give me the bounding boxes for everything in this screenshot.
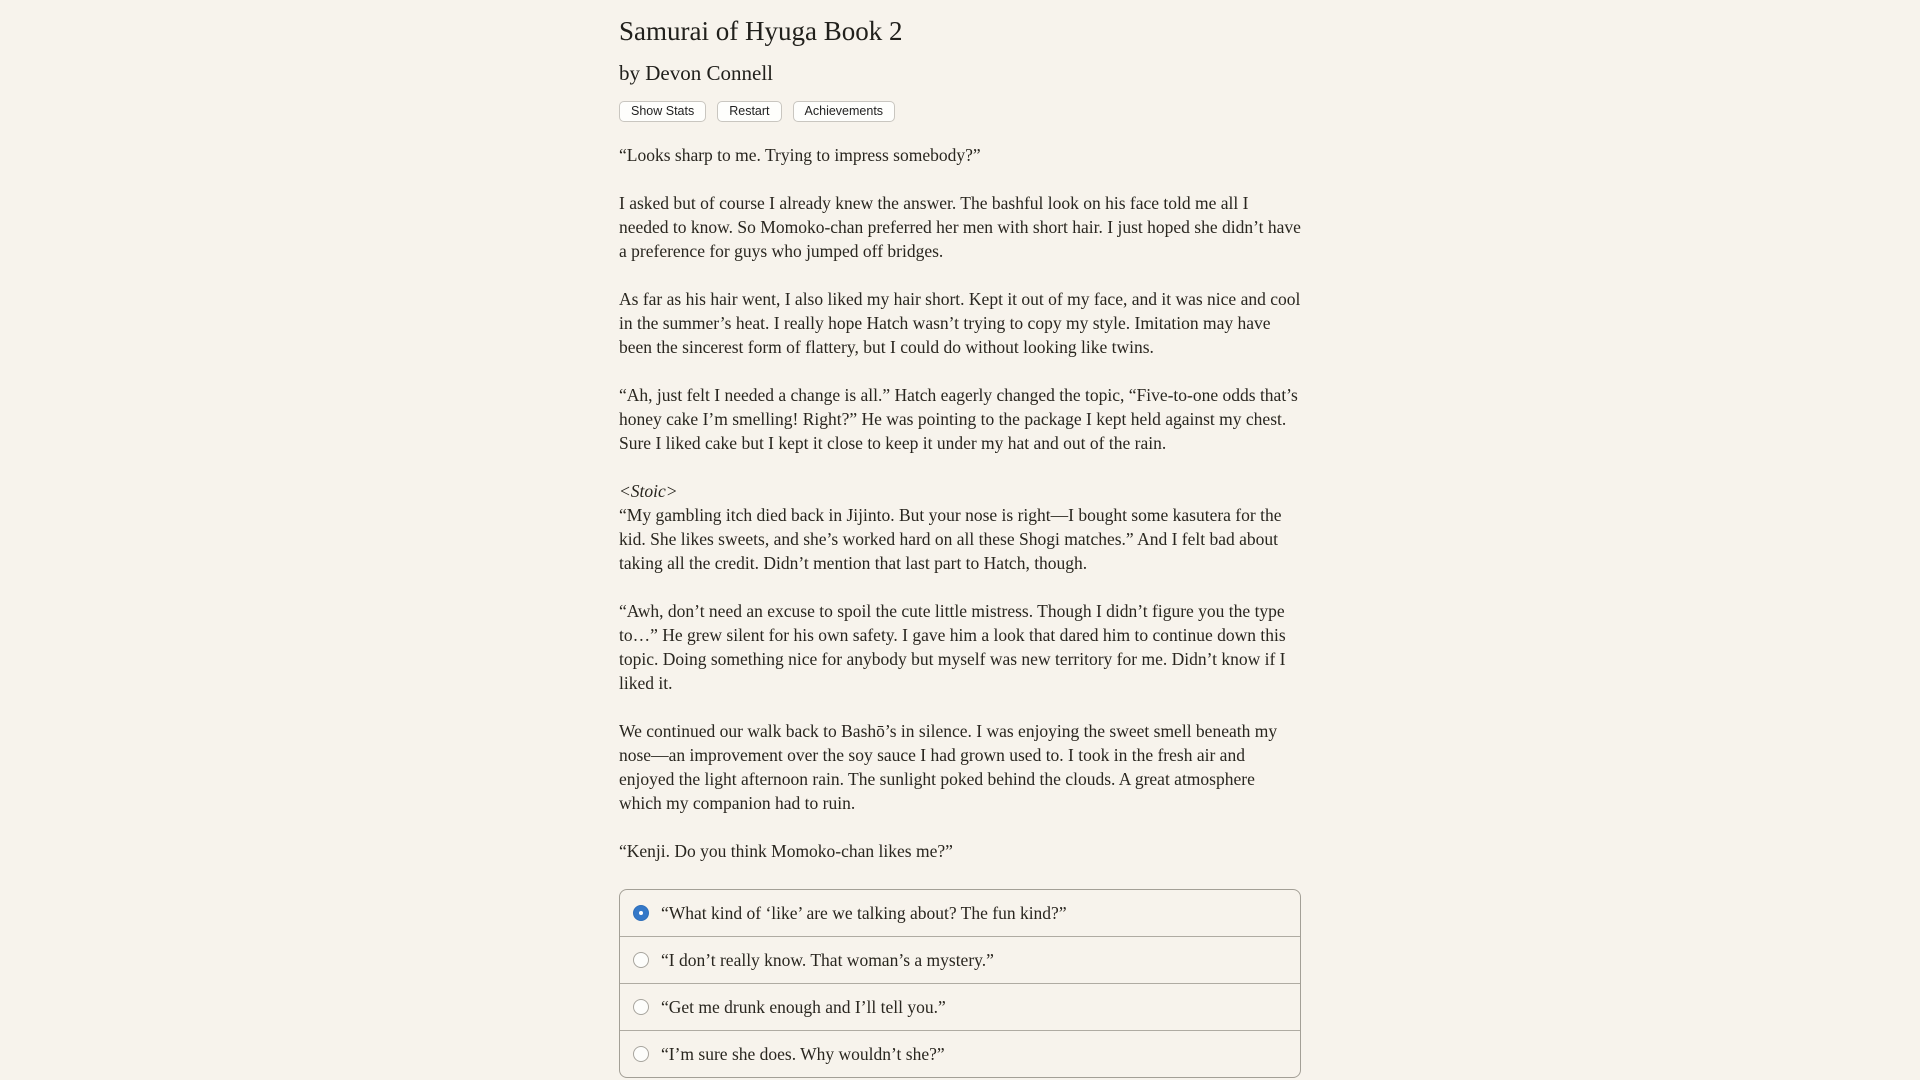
author-line: by Devon Connell (619, 61, 773, 85)
choice-list (619, 889, 1301, 1078)
choice-label[interactable]: “Get me drunk enough and I’ll tell you.” (661, 997, 946, 1017)
toolbar (619, 101, 1301, 122)
achievements-button[interactable]: Achievements (793, 101, 896, 122)
show-stats-button[interactable]: Show Stats (619, 101, 706, 122)
choice-label[interactable]: “I don’t really know. That woman’s a mystery.” (661, 950, 994, 970)
choice-option[interactable] (620, 937, 1300, 984)
stat-tag-text: <Stoic> (619, 481, 678, 501)
radio-icon[interactable] (633, 1046, 649, 1062)
story-paragraph (619, 143, 1301, 167)
story-line: As far as his hair went, I also liked my hair short. Kept it out of my face, and it was nice and cool in the summer’s heat. I really hope Hatch wasn’t trying to copy my style. Imitation may have been the sincerest form of flattery, but I could do without looking like twins. (619, 289, 1301, 357)
story-paragraph (619, 719, 1301, 815)
choice-label[interactable]: “I’m sure she does. Why wouldn’t she?” (661, 1044, 945, 1064)
radio-icon[interactable] (633, 999, 649, 1015)
page-title: Samurai of Hyuga Book 2 (619, 16, 903, 46)
story-paragraph (619, 479, 1301, 575)
choice-label[interactable]: “What kind of ‘like’ are we talking about? The fun kind?” (661, 903, 1067, 923)
story-paragraph (619, 839, 1301, 863)
story-line: “Kenji. Do you think Momoko-chan likes me?” (619, 841, 953, 861)
game-content (619, 0, 1301, 1078)
restart-button[interactable]: Restart (717, 101, 781, 122)
choice-option[interactable] (620, 1031, 1300, 1077)
story (619, 143, 1301, 863)
choice-option[interactable] (620, 984, 1300, 1031)
story-paragraph (619, 383, 1301, 455)
choice-option[interactable] (620, 890, 1300, 937)
story-line: We continued our walk back to Bashō’s in silence. I was enjoying the sweet smell beneath my nose—an improvement over the soy sauce I had grown used to. I took in the fresh air and enjoyed the light afternoon rain. The sunlight poked behind the clouds. A great atmosphere which my companion had to ruin. (619, 721, 1278, 813)
story-line: “Ah, just felt I needed a change is all.” Hatch eagerly changed the topic, “Five-to-one odds that’s honey cake I’m smelling! Right?” He was pointing to the package I kept held against my chest. Sure I liked cake but I kept it close to keep it under my hat and out of the rain. (619, 385, 1298, 453)
story-line: I asked but of course I already knew the answer. The bashful look on his face told me all I needed to know. So Momoko-chan preferred her men with short hair. I just hoped she didn’t have a preference for guys who jumped off bridges. (619, 193, 1301, 261)
story-paragraph (619, 287, 1301, 359)
story-paragraph (619, 599, 1301, 695)
story-line: “Looks sharp to me. Trying to impress somebody?” (619, 145, 981, 165)
story-line: “My gambling itch died back in Jijinto. But your nose is right—I bought some kasutera for the kid. She likes sweets, and she’s worked hard on all these Shogi matches.” And I felt bad about taking all the credit. Didn’t mention that last part to Hatch, though. (619, 505, 1282, 573)
story-paragraph (619, 191, 1301, 263)
radio-icon[interactable] (633, 952, 649, 968)
radio-selected-icon[interactable] (633, 905, 649, 921)
story-line: “Awh, don’t need an excuse to spoil the cute little mistress. Though I didn’t figure you the type to…” He grew silent for his own safety. I gave him a look that dared him to continue down this topic. Doing something nice for anybody but myself was new territory for me. Didn’t know if I liked it. (619, 601, 1286, 693)
